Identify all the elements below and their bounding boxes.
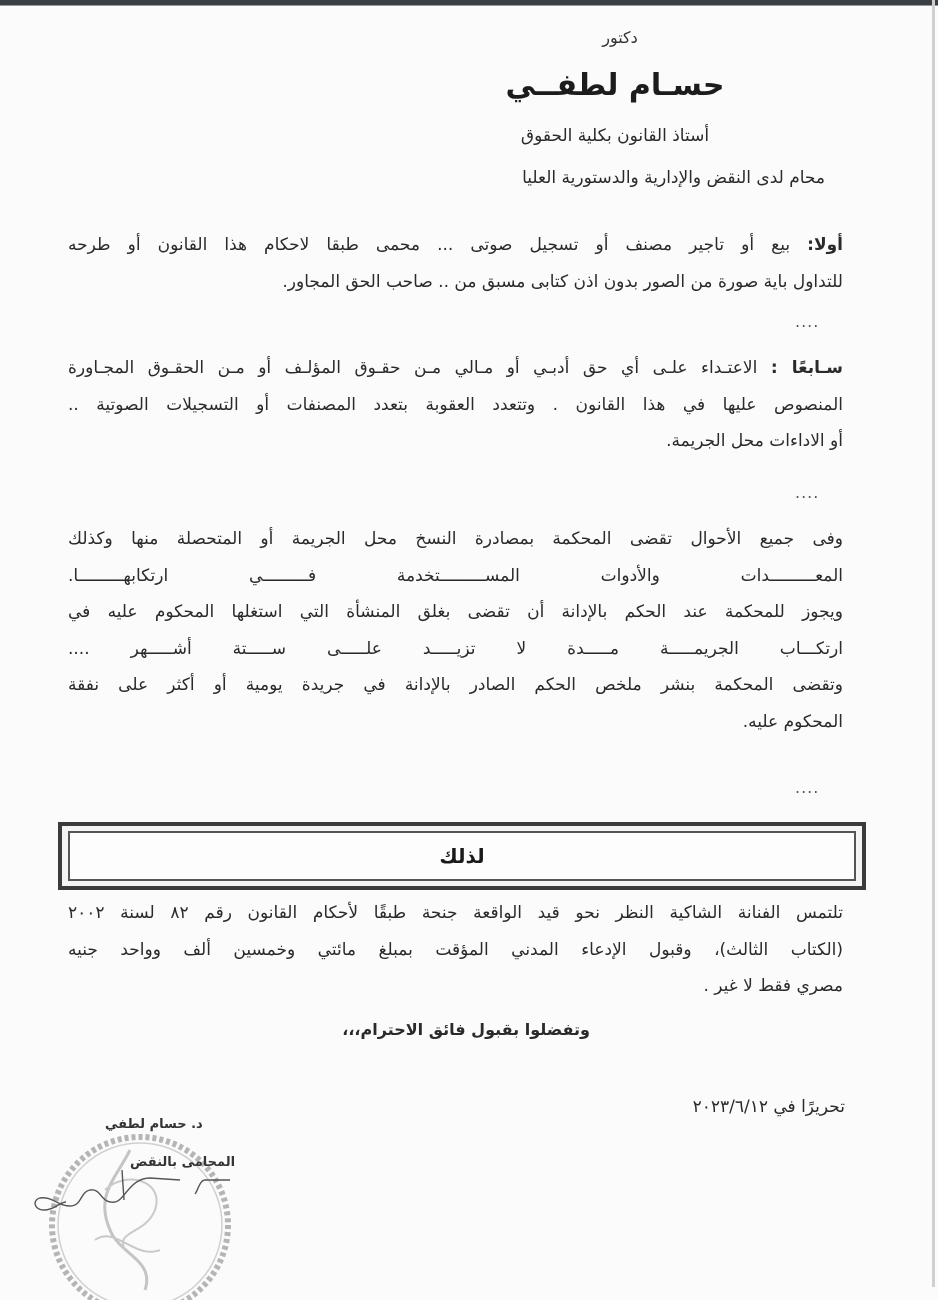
ellipsis-1: ....: [795, 312, 820, 331]
letterhead-position: أستاذ القانون بكلية الحقوق: [520, 126, 710, 146]
closing-salutation: وتفضلوا بقبول فائق الاحترام،،،: [342, 1020, 590, 1039]
section-seventh-text-1: الاعتـداء علـى أي حق أدبـي أو مـالي مـن حقـوق المؤلـف أو مـن الحقـوق المجـاورة: [68, 358, 758, 378]
stamp-name: د. حسام لطفي: [105, 1117, 203, 1132]
section-first-line-2: للتداول باية صورة من الصور بدون اذن كتابى مسبق من .. صاحب الحق المجاور.: [282, 271, 843, 292]
conclusion-heading-box: [58, 822, 866, 890]
scan-right-edge: [932, 0, 935, 1287]
section-first: [68, 227, 843, 300]
penalties-line-1: وفى جميع الأحوال تقضى المحكمة بمصادرة النسخ محل الجريمة أو المتحصلة منها وكذلك: [68, 529, 843, 549]
request-line-3: مصري فقط لا غير .: [703, 976, 843, 996]
section-first-line-1: [68, 227, 843, 264]
stamp-title: المحامى بالنقض: [130, 1155, 236, 1170]
ellipsis-2: ....: [795, 483, 820, 502]
penalties-line-6: المحكوم عليه.: [742, 711, 843, 732]
date-written: تحريرًا في ٢٠٢٣/٦/١٢: [692, 1097, 845, 1117]
section-seventh-lead: سـابعًا :: [770, 358, 843, 378]
penalties-line-2: المعـــــــــدات والأدوات المســـــــــتخدمة فـــــــــي ارتكابهـــــــــا.: [68, 565, 843, 586]
request-paragraph: [68, 895, 843, 1005]
request-line-1: تلتمس الفنانة الشاكية النظر نحو قيد الواقعة جنحة طبقًا لأحكام القانون رقم ٨٢ لسنة ٢٠٠٢: [68, 903, 844, 923]
section-seventh-line-2: المنصوص عليها في هذا القانون . وتتعدد العقوبة بتعدد المصنفات أو التسجيلات الصوتية ..: [68, 394, 843, 415]
section-seventh: [68, 350, 843, 460]
ellipsis-3: ....: [795, 778, 820, 797]
letterhead-name: حسـام لطفــي: [505, 68, 725, 103]
request-line-2: (الكتاب الثالث)، وقبول الإدعاء المدني المؤقت بمبلغ مائتي وخمسين ألف وواحد جنيه: [68, 939, 843, 960]
section-first-text-1: بيع أو تاجير مصنف أو تسجيل صوتى ... محمى طبقا لاحكام هذا القانون أو طرحه: [68, 235, 791, 255]
section-seventh-line-3: أو الاداءات محل الجريمة.: [666, 431, 843, 451]
conclusion-heading-inner-frame: [68, 831, 856, 881]
penalties-line-5: وتقضى المحكمة بنشر ملخص الحكم الصادر بالإدانة في جريدة يومية أو أكثر على نفقة: [68, 675, 843, 695]
section-penalties: [68, 521, 843, 740]
conclusion-heading: لذلك: [439, 844, 485, 868]
section-seventh-line-1: [68, 350, 843, 387]
letterhead-bar-admission: محام لدى النقض والإدارية والدستورية العليا: [522, 168, 825, 188]
letterhead-title: دكتور: [602, 28, 638, 47]
penalties-line-4: ارتكـــاب الجريمـــــة مـــــدة لا تزيـــــد علـــــى ســـــتة أشـــــهر ....: [68, 638, 843, 659]
section-first-lead: أولا:: [807, 235, 843, 255]
penalties-line-3: ويجوز للمحكمة عند الحكم بالإدانة أن تقضى بغلق المنشأة التي استغلها المحكوم عليه في: [68, 602, 843, 622]
scan-top-edge-line: [0, 5, 938, 6]
